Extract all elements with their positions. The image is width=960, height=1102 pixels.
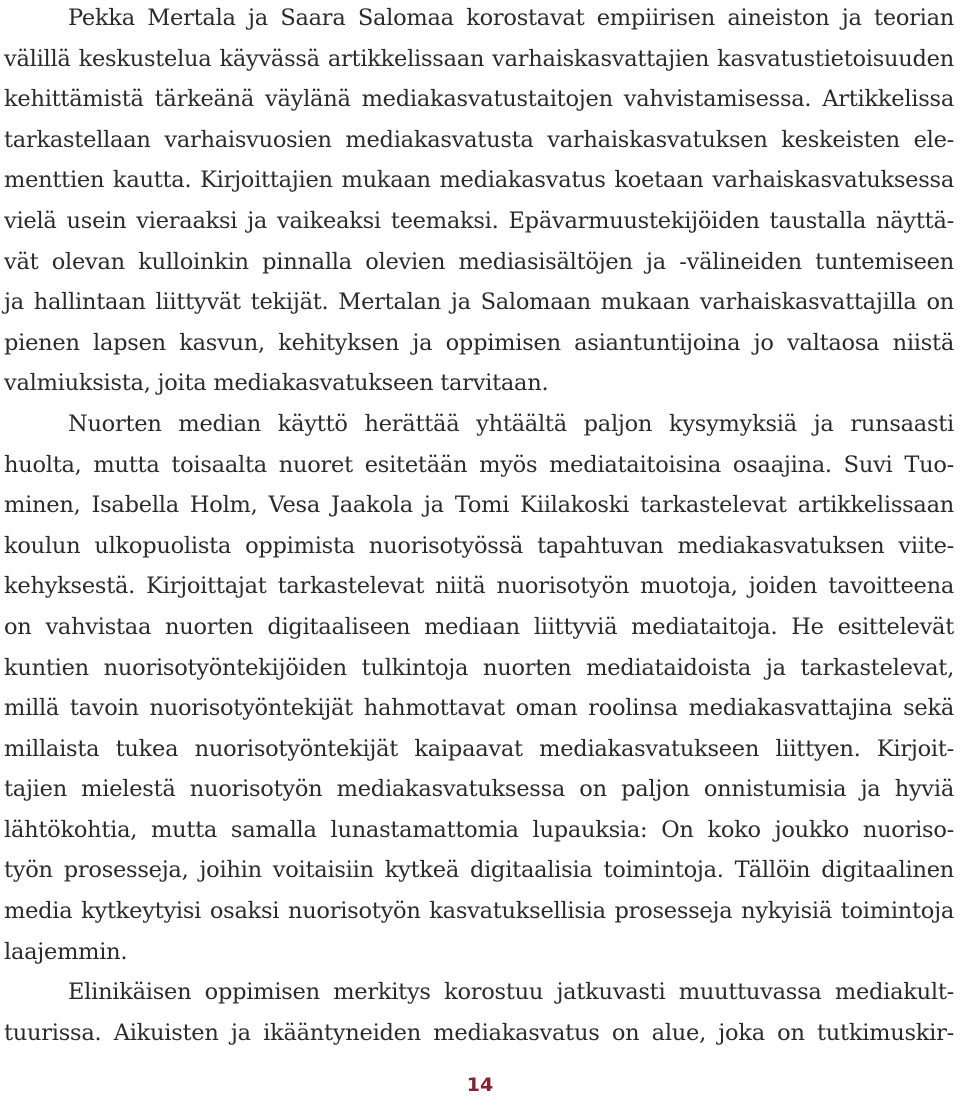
text-line: ja hallintaan liittyvät tekijät. Mertalan ja Salomaan mukaan varhaiskasvattajilla on: [4, 289, 954, 316]
text-line: tuurissa. Aikuisten ja ikääntyneiden mediakasvatus on alue, joka on tutkimuskir-: [4, 1019, 954, 1046]
text-line: menttien kautta. Kirjoittajien mukaan mediakasvatus koetaan varhaiskasvatuksessa: [4, 167, 954, 194]
text-line: kuntien nuorisotyöntekijöiden tulkintoja nuorten mediataidoista ja tarkastelevat,: [4, 654, 954, 681]
text-line: valmiuksista, joita mediakasvatukseen tarvitaan.: [4, 370, 549, 397]
text-line: Pekka Mertala ja Saara Salomaa korostavat empiirisen aineiston ja teorian: [68, 5, 954, 31]
text-line: kehittämistä tärkeänä väylänä mediakasvatustaitojen vahvistamisessa. Artikkelissa: [4, 86, 954, 113]
text-line: media kytkeytyisi osaksi nuorisotyön kasvatuksellisia prosesseja nykyisiä toimintoja: [4, 898, 954, 925]
text-line: koulun ulkopuolista oppimista nuorisotyössä tapahtuvan mediakasvatuksen viite-: [4, 532, 954, 559]
text-line: tarkastellaan varhaisvuosien mediakasvatusta varhaiskasvatuksen keskeisten ele-: [4, 126, 954, 153]
body-text: [4, 0, 954, 1053]
paragraph-2: [4, 404, 954, 972]
text-line: Nuorten median käyttö herättää yhtäältä paljon kysymyksiä ja runsaasti: [68, 410, 954, 437]
text-line: millä tavoin nuorisotyöntekijät hahmottavat oman roolinsa mediakasvattajina sekä: [4, 695, 954, 722]
text-line: välillä keskustelua käyvässä artikkelissaan varhaiskasvattajien kasvatustietoisuuden: [4, 45, 954, 72]
paragraph-3: [4, 972, 954, 1053]
paragraph-1: [4, 0, 954, 404]
text-line: kehyksestä. Kirjoittajat tarkastelevat niitä nuorisotyön muotoja, joiden tavoitteena: [4, 573, 954, 600]
text-line: huolta, mutta toisaalta nuoret esitetään myös mediataitoisina osaajina. Suvi Tuo-: [4, 451, 954, 478]
page-number: 14: [466, 1074, 494, 1096]
text-line: millaista tukea nuorisotyöntekijät kaipaavat mediakasvatukseen liittyen. Kirjoit-: [4, 735, 954, 762]
text-line: lähtökohtia, mutta samalla lunastamattomia lupauksia: On koko joukko nuoriso-: [4, 816, 954, 843]
text-line: minen, Isabella Holm, Vesa Jaakola ja Tomi Kiilakoski tarkastelevat artikkelissaan: [4, 492, 954, 519]
text-line: pienen lapsen kasvun, kehityksen ja oppimisen asiantuntijoina jo valtaosa niistä: [4, 329, 954, 356]
text-line: vät olevan kulloinkin pinnalla olevien mediasisältöjen ja -välineiden tuntemiseen: [4, 248, 954, 275]
text-line: on vahvistaa nuorten digitaaliseen mediaan liittyviä mediataitoja. He esittelevät: [4, 613, 954, 640]
text-line: työn prosesseja, joihin voitaisiin kytkeä digitaalisia toimintoja. Tällöin digitaalinen: [4, 857, 954, 884]
text-line: vielä usein vieraaksi ja vaikeaksi teemaksi. Epävarmuustekijöiden taustalla näyttä-: [4, 207, 954, 234]
text-line: Elinikäisen oppimisen merkitys korostuu jatkuvasti muuttuvassa mediakult-: [68, 979, 954, 1006]
text-line: laajemmin.: [4, 938, 128, 965]
text-line: tajien mielestä nuorisotyön mediakasvatuksessa on paljon onnistumisia ja hyviä: [4, 776, 954, 803]
